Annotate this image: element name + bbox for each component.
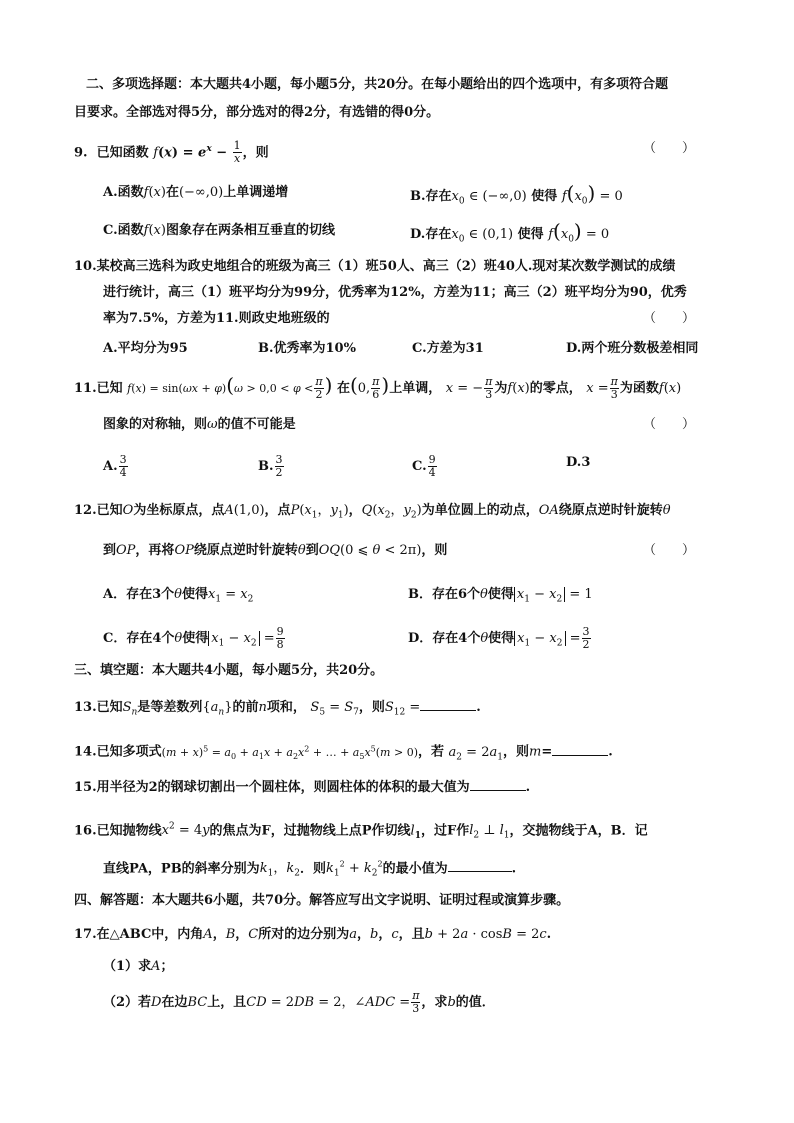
question-10-option-b: B.优秀率为10% [258, 341, 356, 356]
question-10-line1: 10.某校高三选科为政史地组合的班级为高三（1）班50人、高三（2）班40人.现对某次数学测试的成绩 [74, 259, 676, 274]
question-13: 13.已知$S_n$是等差数列$\{a_n\}$的前n项和， $S_5 = S_7$，则$S_{12}$ = . [74, 700, 481, 718]
question-12-option-a: A．存在3个θ使得$x_1 = x_2$ [103, 587, 254, 605]
question-9-option-d: D.存在$x_0$ ∈ (0,1) 使得 $f(x_0) = 0$ [410, 219, 610, 245]
section-2-title-line1: 二、多项选择题：本大题共4小题，每小题5分，共20分。在每小题给出的四个选项中，有多项符合题 [86, 77, 669, 92]
question-9-option-c: C.函数f(x)图象存在两条相互垂直的切线 [103, 223, 335, 238]
question-12-option-c: C．存在4个θ使得 $x_1 - x_2$ = $\frac{9}{8}$ [103, 625, 284, 651]
question-11-option-d: D.3 [566, 455, 591, 470]
question-10-line2: 进行统计，高三（1）班平均分为99分，优秀率为12%，方差为11；高三（2）班平均分为90，优秀 [103, 285, 687, 300]
question-9-option-b: B.存在$x_0$ ∈ (−∞,0) 使得 $f(x_0) = 0$ [410, 181, 623, 207]
section-4-title: 四、解答题：本大题共6小题，共70分。解答应写出文字说明、证明过程或演算步骤。 [74, 893, 570, 908]
question-11-option-a: A. $\frac{3}{4}$ [103, 453, 127, 479]
question-10-option-d: D.两个班分数极差相同 [566, 341, 699, 356]
question-17-part2: （2）若D在边BC上，且CD = 2DB = 2，∠ADC = $\frac{\pi}{3}$ ，求b的值． [103, 989, 495, 1015]
question-11-option-b: B. $\frac{3}{2}$ [258, 453, 283, 479]
question-11-option-c: C. $\frac{9}{4}$ [412, 453, 436, 479]
question-12-option-d: D．存在4个θ使得 $x_1 - x_2$ = $\frac{3}{2}$ [408, 625, 590, 651]
question-12-option-b: B．存在6个θ使得 $x_1 - x_2 = 1$ [408, 587, 593, 605]
question-12-stem: 12.已知O为坐标原点，点A(1,0)，点$P(x_1$，$y_1$)，$Q(x_2$，$y_2$)为单位圆上的动点，OA绕原点逆时针旋转θ [74, 503, 671, 521]
question-11-answer-paren: （ ） [643, 417, 696, 432]
question-12-answer-paren: （ ） [643, 543, 696, 558]
question-12-line2: 到OP，再将OP绕原点逆时针旋转θ到OQ(0 ⩽ θ < 2π)，则 [103, 543, 448, 558]
question-10-option-c: C.方差为31 [412, 341, 484, 356]
question-11-stem: 11.已知 f(x) = sin(ωx + φ)(ω > 0,0 < φ < $\frac{\pi}{2}$ ) 在(0, $\frac{\pi}{6}$ )上单调， x = − $\frac{\pi}{3}$ 为f(x)的零点， x = $\frac{\pi}{3}$ 为函数f(x) [74, 373, 682, 401]
question-14: 14.已知多项式$(m + x)^5 = a_0 + a_1x + a_2x^2$ + … + $a_5x^5(m > 0)$，若 $a_2 = 2a_1$，则m= . [74, 744, 613, 763]
question-16-line2: 直线PA，PB的斜率分别为$k_1$，$k_2$．则$k_1^2 + k_2^2$的最小值为 . [103, 860, 517, 879]
question-10-option-a: A.平均分为95 [103, 341, 188, 356]
section-3-title: 三、填空题：本大题共4小题，每小题5分，共20分。 [74, 663, 384, 678]
question-9-stem: 9. 已知函数 $f(x) = e^x$ − $\frac{1}{x}$ ，则 [74, 139, 269, 166]
question-9-answer-paren: （ ） [643, 141, 696, 156]
question-10-answer-paren: （ ） [643, 311, 696, 326]
question-10-line3: 率为7.5%，方差为11.则政史地班级的 [103, 311, 330, 326]
question-15: 15.用半径为2的钢球切割出一个圆柱体，则圆柱体的体积的最大值为 . [74, 780, 531, 795]
question-11-line2: 图象的对称轴，则ω的值不可能是 [103, 417, 296, 432]
question-17-part1: （1）求A； [103, 959, 174, 974]
section-2-title-line2: 目要求。全部选对得5分，部分选对的得2分，有选错的得0分。 [74, 105, 440, 120]
question-17-stem: 17.在△ABC中，内角A，B，C所对的边分别为a，b，c，且b + 2a · cosB = 2c. [74, 927, 552, 942]
question-9-option-a: A.函数f(x)在(−∞,0)上单调递增 [103, 185, 289, 200]
question-16-line1: 16.已知抛物线$x^2 = 4y$的焦点为F，过抛物线上点P作切线$l_1$，过F作$l_2$ ⊥ $l_1$，交抛物线于A，B．记 [74, 822, 648, 841]
